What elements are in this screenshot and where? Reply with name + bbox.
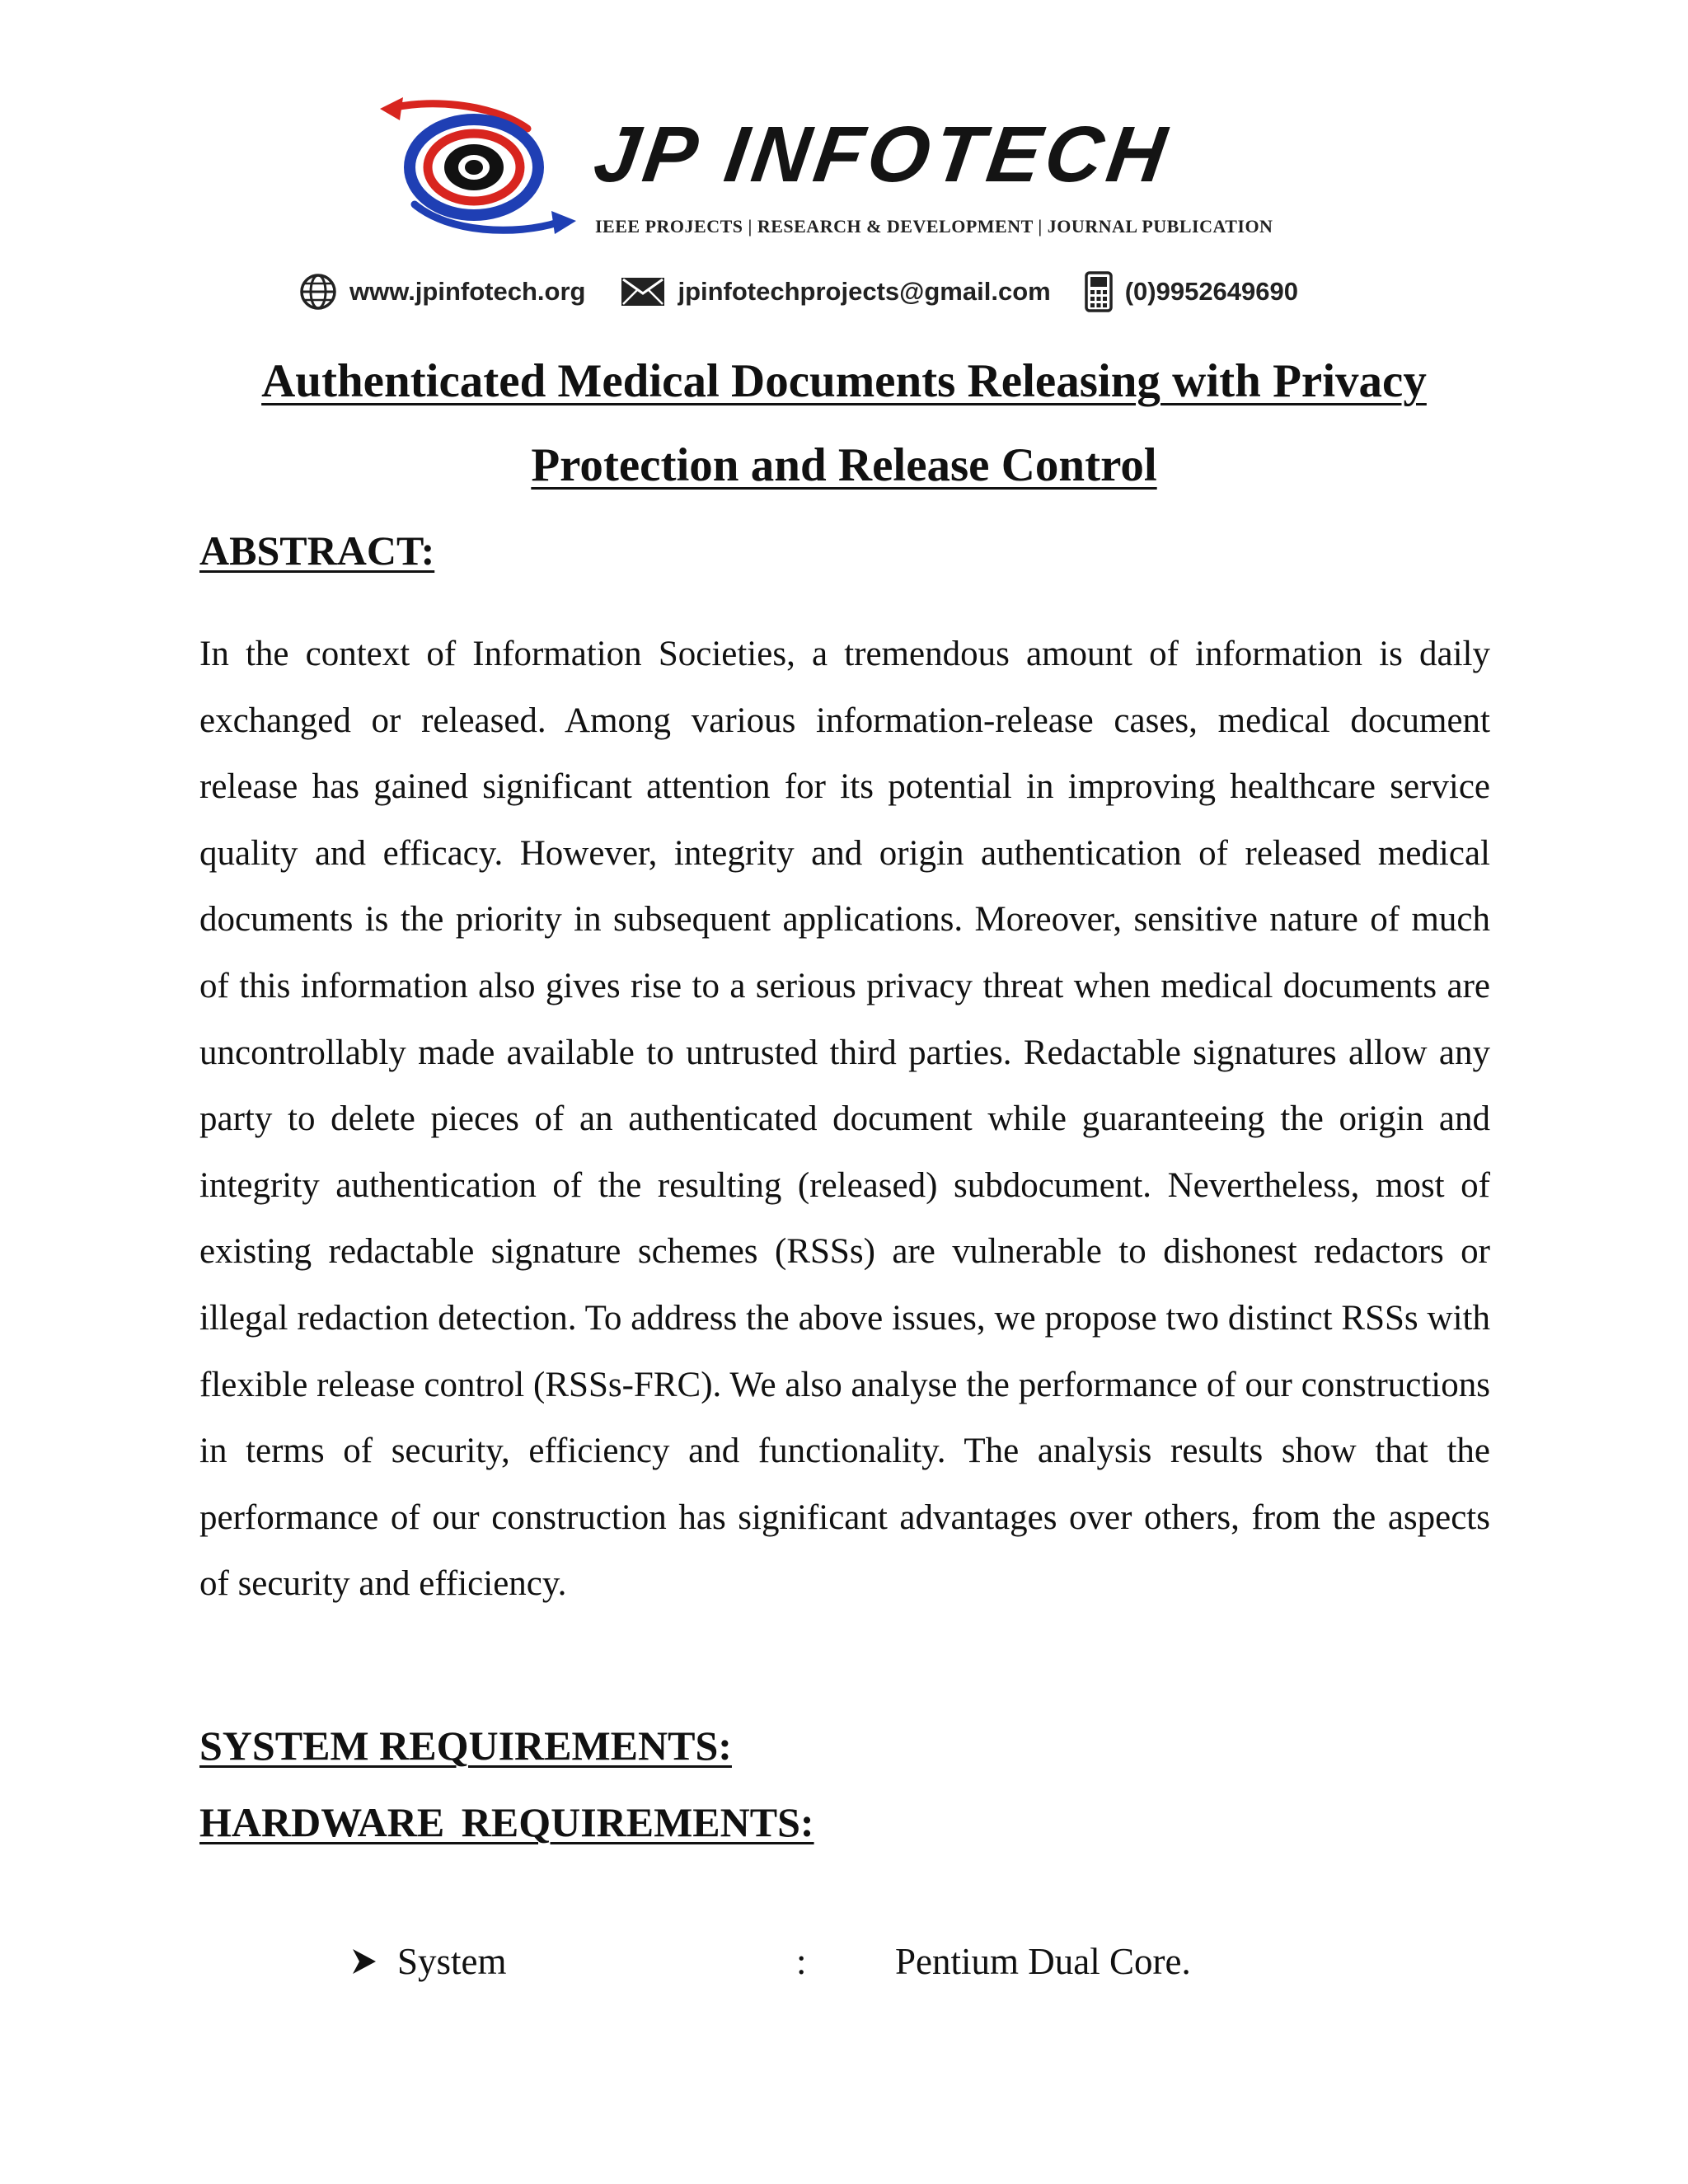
globe-icon xyxy=(298,272,338,312)
contact-row xyxy=(298,270,1298,313)
website-text: www.jpinfotech.org xyxy=(349,277,586,306)
email-text: jpinfotechprojects@gmail.com xyxy=(678,277,1051,306)
requirement-value: Pentium Dual Core. xyxy=(895,1941,1191,1982)
arrow-bullet-icon xyxy=(351,1947,377,1975)
requirement-row xyxy=(0,1933,1688,1990)
abstract-paragraph: In the context of Information Societies, a tremendous amount of information is daily exchanged or released. Among various information-release cases, medical document release has gained significant attention for its potential in improving healthcare service quality and efficacy. However, integrity and origin authentication of released medical documents is the priority in subsequent applications. Moreover, sensitive nature of much of this information also gives rise to a serious privacy threat when medical documents are uncontrollably made available to untrusted third parties. Redactable signatures allow any party to delete pieces of an authenticated document while guaranteeing the origin and integrity authentication of the resulting (released) subdocument. Nevertheless, most of existing redactable signature schemes (RSSs) are vulnerable to dishonest redactors or illegal redaction detection. To address the above issues, we propose two distinct RSSs with flexible release control (RSSs-FRC). We also analyse the performance of our constructions in terms of security, efficiency and functionality. The analysis results show that the performance of our construction has significant advantages over others, from the aspects of security and efficiency. xyxy=(199,635,1490,1604)
phone-text: (0)9952649690 xyxy=(1124,277,1298,306)
mail-icon xyxy=(620,275,666,308)
document-title-line-2: Protection and Release Control xyxy=(531,439,1157,491)
brand-tagline: IEEE PROJECTS | RESEARCH & DEVELOPMENT | JOURNAL PUBLICATION xyxy=(595,216,1273,237)
phone-icon xyxy=(1084,270,1114,313)
brand-name: JP INFOTECH xyxy=(588,110,1176,199)
letterhead xyxy=(0,0,1688,330)
hardware-requirements-heading: HARDWARE REQUIREMENTS: xyxy=(199,1799,814,1845)
contact-email[interactable] xyxy=(620,275,1050,308)
document-title-line-1: Authenticated Medical Documents Releasing with Privacy xyxy=(261,355,1427,407)
abstract-heading: ABSTRACT: xyxy=(199,527,435,574)
contact-website[interactable] xyxy=(298,272,585,312)
system-requirements-heading: SYSTEM REQUIREMENTS: xyxy=(199,1722,732,1769)
requirement-separator: : xyxy=(796,1941,807,1982)
jp-infotech-logo-icon xyxy=(375,97,581,241)
contact-phone[interactable] xyxy=(1084,270,1298,313)
requirement-label: System xyxy=(397,1941,507,1982)
